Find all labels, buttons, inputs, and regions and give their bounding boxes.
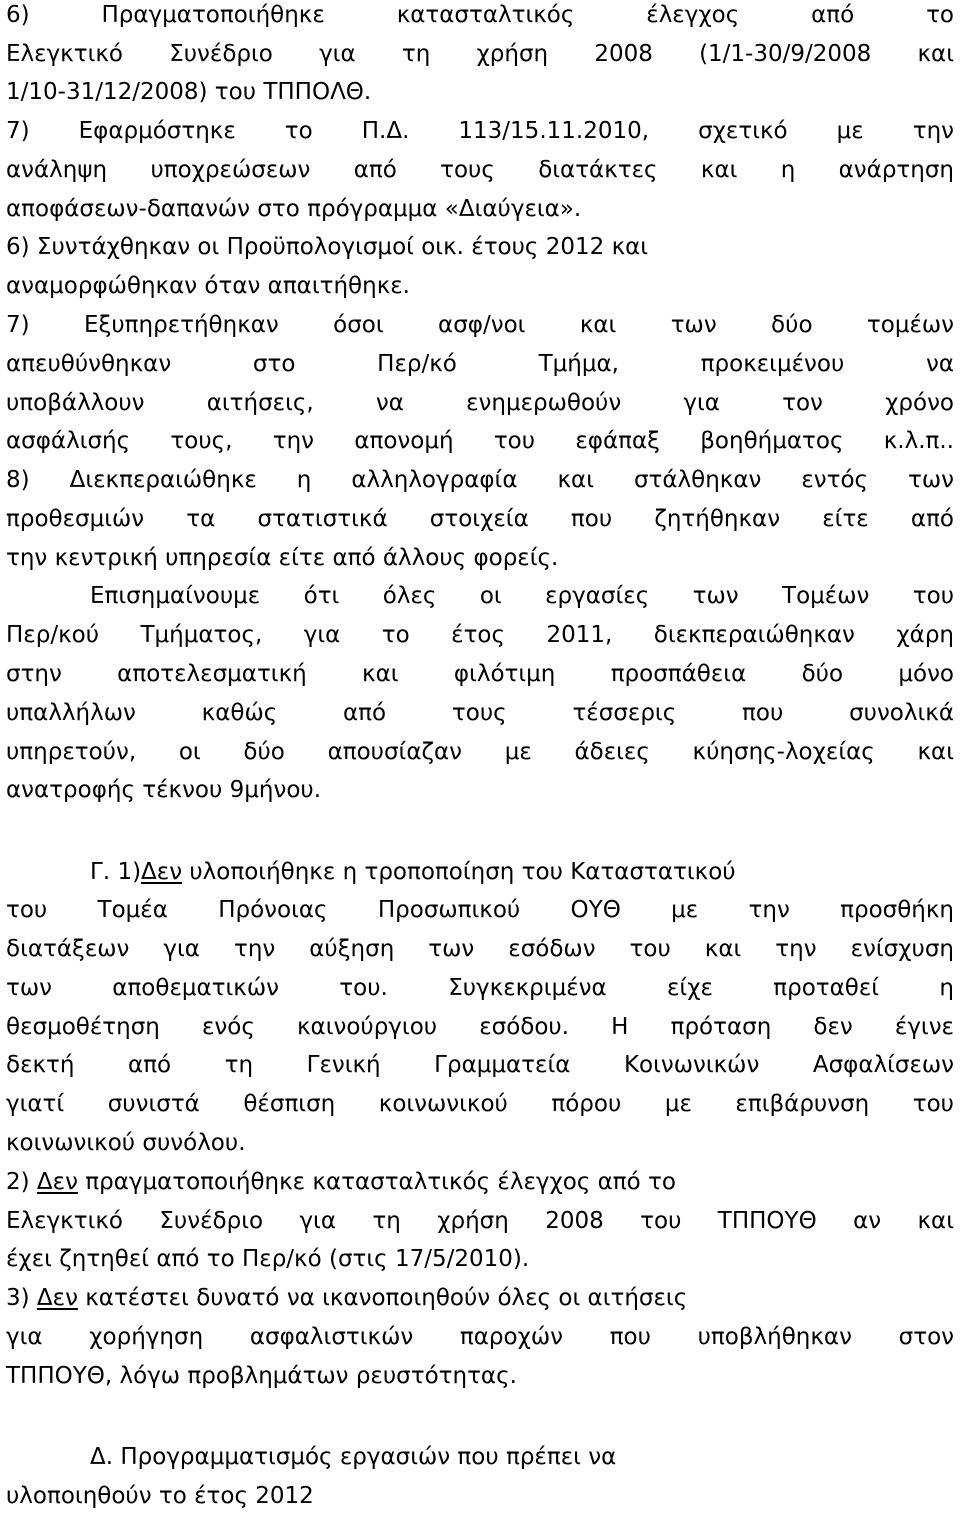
text-line: απευθύνθηκαν στο Περ/κό Τμήμα, προκειμένου να xyxy=(6,351,954,377)
text-line: αναμορφώθηκαν όταν απαιτήθηκε. xyxy=(6,273,410,299)
text-line: ανάληψη υποχρεώσεων από τους διατάκτες και η ανάρτηση xyxy=(6,157,954,183)
text-line: αποφάσεων-δαπανών στο πρόγραμμα «Διαύγεια». xyxy=(6,196,582,222)
text-line: 6) Πραγματοποιήθηκε κατασταλτικός έλεγχος από το xyxy=(6,2,954,28)
section-g-item3-number: 3) xyxy=(6,1285,37,1311)
section-g-item3-underlined: Δεν xyxy=(36,1285,78,1311)
section-g-item2-underlined: Δεν xyxy=(36,1169,78,1195)
section-d-heading-cont: υλοποιηθούν το έτος 2012 xyxy=(6,1483,314,1509)
text-line: υποβάλλουν αιτήσεις, να ενημερωθούν για τον χρόνο xyxy=(6,390,954,416)
text-line: 8) Διεκπεραιώθηκε η αλληλογραφία και στάλθηκαν εντός των xyxy=(6,467,954,493)
section-g-item1-underlined: Δεν xyxy=(141,859,183,885)
text-line: υπαλλήλων καθώς από τους τέσσερις που συνολικά xyxy=(6,700,954,726)
text-line: γιατί συνιστά θέσπιση κοινωνικού πόρου με επιβάρυνση του xyxy=(6,1091,954,1117)
text-line: στην αποτελεσματική και φιλότιμη προσπάθεια δύο μόνο xyxy=(6,661,954,687)
text-line: 7) Εφαρμόστηκε το Π.Δ. 113/15.11.2010, σχετικό με την xyxy=(6,118,954,144)
text-line: 6) Συντάχθηκαν οι Προϋπολογισμοί οικ. έτους 2012 και xyxy=(6,234,649,260)
section-g-item3-rest: κατέστει δυνατό να ικανοποιηθούν όλες οι αιτήσεις xyxy=(77,1285,688,1311)
section-g-item1-rest: υλοποιήθηκε η τροποποίηση του Καταστατικού xyxy=(182,859,736,885)
text-line: έχει ζητηθεί από το Περ/κό (στις 17/5/2010). xyxy=(6,1246,530,1272)
text-line: διατάξεων για την αύξηση των εσόδων του και την ενίσχυση xyxy=(6,936,954,962)
text-line: θεσμοθέτηση ενός καινούργιου εσόδου. Η πρόταση δεν έγινε xyxy=(6,1014,954,1040)
text-line: του Τομέα Πρόνοιας Προσωπικού ΟΥΘ με την προσθήκη xyxy=(6,897,954,923)
text-line: δεκτή από τη Γενική Γραμματεία Κοινωνικών Ασφαλίσεων xyxy=(6,1052,954,1078)
section-g-item2-first-line xyxy=(6,1167,676,1197)
text-line: Ελεγκτικό Συνέδριο για τη χρήση 2008 (1/1-30/9/2008 και xyxy=(6,41,954,67)
section-g-item3-first-line xyxy=(6,1283,687,1313)
text-line: ασφάλισής τους, την απονομή του εφάπαξ βοηθήματος κ.λ.π.. xyxy=(6,428,954,454)
section-g-letter: Γ. xyxy=(90,859,111,885)
text-line: ανατροφής τέκνου 9μήνου. xyxy=(6,777,322,803)
text-line: ΤΠΠΟΥΘ, λόγω προβλημάτων ρευστότητας. xyxy=(6,1363,517,1389)
text-line: Περ/κού Τμήματος, για το έτος 2011, διεκπεραιώθηκαν χάρη xyxy=(6,622,954,648)
text-line: για χορήγηση ασφαλιστικών παροχών που υποβλήθηκαν στον xyxy=(6,1324,954,1350)
section-g-item2-number: 2) xyxy=(6,1169,37,1195)
section-g-item1-number: 1) xyxy=(117,859,142,885)
text-line: 7) Εξυπηρετήθηκαν όσοι ασφ/νοι και των δύο τομέων xyxy=(6,312,954,338)
text-line: προθεσμιών τα στατιστικά στοιχεία που ζητήθηκαν είτε από xyxy=(6,506,954,532)
text-line: κοινωνικού συνόλου. xyxy=(6,1130,246,1156)
text-line: των αποθεματικών του. Συγκεκριμένα είχε προταθεί η xyxy=(6,975,954,1001)
text-line: υπηρετούν, οι δύο απουσίαζαν με άδειες κύησης-λοχείας και xyxy=(6,739,954,765)
text-line: 1/10-31/12/2008) του ΤΠΠΟΛΘ. xyxy=(6,79,372,105)
section-d-heading: Δ. Προγραμματισμός εργασιών που πρέπει να xyxy=(90,1444,617,1470)
text-line: την κεντρική υπηρεσία είτε από άλλους φορείς. xyxy=(6,545,559,571)
text-line: Επισημαίνουμε ότι όλες οι εργασίες των Τομέων του xyxy=(90,583,954,609)
section-g-item1-first-line xyxy=(90,857,736,887)
section-g-item2-rest: πραγματοποιήθηκε κατασταλτικός έλεγχος από το xyxy=(77,1169,676,1195)
text-line: Ελεγκτικό Συνέδριο για τη χρήση 2008 του ΤΠΠΟΥΘ αν και xyxy=(6,1208,954,1234)
